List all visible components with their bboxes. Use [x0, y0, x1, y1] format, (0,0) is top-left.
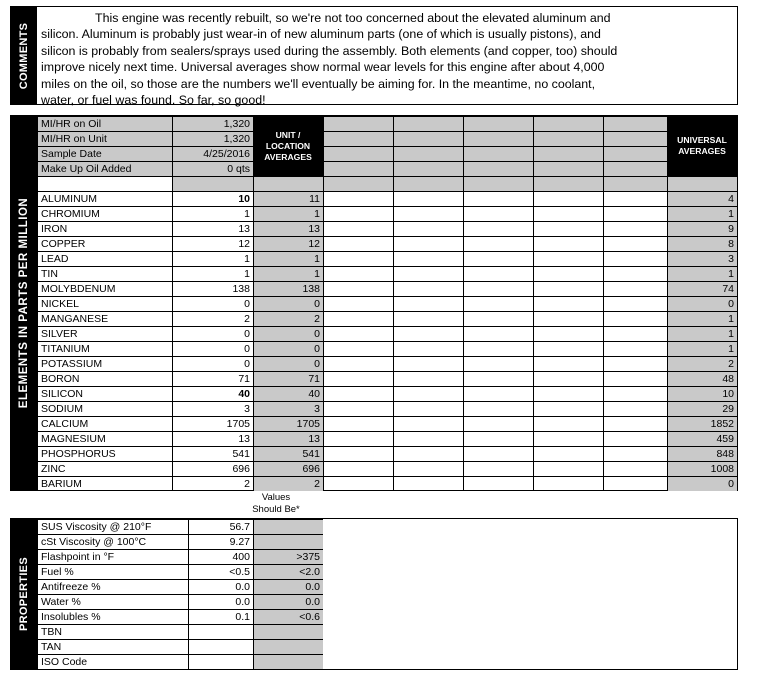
empty-cell: [393, 431, 463, 446]
element-unit-average: 12: [253, 236, 323, 251]
element-value: 0: [172, 341, 253, 356]
empty-cell: [323, 206, 393, 221]
empty-cell: [323, 476, 393, 491]
property-should-be: [253, 639, 323, 654]
element-universal-average: 1008: [667, 461, 737, 476]
empty-cell: [393, 191, 463, 206]
empty-cell: [603, 206, 667, 221]
empty-cell: [603, 131, 667, 146]
empty-cell: [393, 401, 463, 416]
comments-line: improve nicely next time. Universal averages show normal wear levels for this engine after about 4,000: [41, 60, 605, 75]
element-value: 71: [172, 371, 253, 386]
element-unit-average: 13: [253, 221, 323, 236]
property-should-be: [253, 519, 323, 534]
property-should-be: [253, 534, 323, 549]
empty-cell: [463, 416, 533, 431]
empty-cell: [603, 401, 667, 416]
empty-cell: [463, 116, 533, 131]
empty-cell: [533, 281, 603, 296]
empty-cell: [323, 266, 393, 281]
element-name: BORON: [37, 371, 172, 386]
property-name: TAN: [37, 639, 188, 654]
values-should-be-note: [240, 492, 312, 516]
empty-cell: [463, 191, 533, 206]
comments-line: miles on the oil, so those are the numbers we'll eventually be aiming for. In the meantime, no coolant,: [41, 76, 596, 91]
empty-cell: [533, 161, 603, 176]
header-row-value: 0 qts: [172, 161, 253, 176]
element-universal-average: 1852: [667, 416, 737, 431]
element-unit-average: 71: [253, 371, 323, 386]
empty-cell: [253, 176, 323, 191]
empty-cell: [323, 416, 393, 431]
comments-body: [41, 10, 741, 108]
element-universal-average: 0: [667, 296, 737, 311]
unit-location-averages-header: [253, 116, 323, 176]
empty-cell: [533, 176, 603, 191]
empty-cell: [463, 296, 533, 311]
element-universal-average: 1: [667, 206, 737, 221]
empty-cell: [603, 476, 667, 491]
empty-cell: [463, 446, 533, 461]
empty-cell: [533, 311, 603, 326]
empty-cell: [37, 176, 172, 191]
element-universal-average: 1: [667, 341, 737, 356]
element-value: 10: [172, 191, 253, 206]
empty-cell: [323, 176, 393, 191]
element-unit-average: 0: [253, 326, 323, 341]
properties-table: [10, 518, 738, 670]
header-row-value: 4/25/2016: [172, 146, 253, 161]
empty-cell: [463, 176, 533, 191]
element-name: POTASSIUM: [37, 356, 172, 371]
empty-cell: [533, 296, 603, 311]
empty-cell: [323, 296, 393, 311]
element-universal-average: 3: [667, 251, 737, 266]
properties-sidebar: [11, 519, 37, 669]
values-should-be-line: Should Be*: [252, 504, 300, 515]
empty-cell: [603, 116, 667, 131]
empty-cell: [393, 176, 463, 191]
elements-side-label: ELEMENTS IN PARTS PER MILLION: [18, 197, 30, 409]
element-value: 40: [172, 386, 253, 401]
unit-location-header-line: UNIT /: [275, 129, 301, 140]
empty-cell: [603, 221, 667, 236]
property-value: 0.0: [188, 579, 253, 594]
empty-cell: [533, 326, 603, 341]
element-universal-average: 29: [667, 401, 737, 416]
element-value: 3: [172, 401, 253, 416]
property-should-be: 0.0: [253, 579, 323, 594]
empty-cell: [533, 251, 603, 266]
comments-section: [10, 6, 738, 108]
comments-line: silicon. Aluminum is probably just wear-in of new aluminum parts (one of which is usually pistons), and: [41, 27, 601, 42]
element-unit-average: 1: [253, 206, 323, 221]
element-universal-average: 1: [667, 326, 737, 341]
element-universal-average: 0: [667, 476, 737, 491]
element-unit-average: 541: [253, 446, 323, 461]
empty-cell: [393, 446, 463, 461]
empty-cell: [323, 446, 393, 461]
empty-cell: [463, 161, 533, 176]
empty-cell: [533, 356, 603, 371]
element-value: 1: [172, 266, 253, 281]
universal-header-line: AVERAGES: [678, 146, 726, 156]
element-name: SILVER: [37, 326, 172, 341]
property-name: SUS Viscosity @ 210°F: [37, 519, 188, 534]
empty-cell: [393, 161, 463, 176]
empty-cell: [393, 386, 463, 401]
empty-cell: [393, 221, 463, 236]
empty-cell: [323, 251, 393, 266]
empty-cell: [393, 461, 463, 476]
empty-cell: [533, 371, 603, 386]
element-name: CALCIUM: [37, 416, 172, 431]
element-name: PHOSPHORUS: [37, 446, 172, 461]
property-name: TBN: [37, 624, 188, 639]
empty-cell: [463, 281, 533, 296]
universal-header-line: UNIVERSAL: [677, 135, 727, 145]
comments-sidebar: [11, 7, 37, 104]
property-name: Water %: [37, 594, 188, 609]
element-universal-average: 48: [667, 371, 737, 386]
property-should-be: [253, 654, 323, 669]
unit-location-header-line: LOCATION: [265, 140, 311, 151]
element-universal-average: 74: [667, 281, 737, 296]
empty-cell: [393, 281, 463, 296]
element-value: 12: [172, 236, 253, 251]
element-unit-average: 11: [253, 191, 323, 206]
empty-cell: [463, 341, 533, 356]
element-unit-average: 1: [253, 251, 323, 266]
empty-cell: [323, 431, 393, 446]
empty-cell: [463, 206, 533, 221]
element-name: SODIUM: [37, 401, 172, 416]
empty-cell: [533, 206, 603, 221]
property-should-be: <0.6: [253, 609, 323, 624]
empty-cell: [463, 476, 533, 491]
empty-cell: [393, 311, 463, 326]
property-value: 0.1: [188, 609, 253, 624]
empty-cell: [533, 401, 603, 416]
property-value: [188, 639, 253, 654]
header-row-value: 1,320: [172, 116, 253, 131]
empty-cell: [533, 446, 603, 461]
element-name: ZINC: [37, 461, 172, 476]
empty-cell: [393, 476, 463, 491]
element-value: 13: [172, 431, 253, 446]
elements-sidebar: [11, 116, 37, 490]
empty-cell: [463, 221, 533, 236]
empty-cell: [393, 356, 463, 371]
empty-cell: [172, 176, 253, 191]
property-name: Antifreeze %: [37, 579, 188, 594]
property-value: 9.27: [188, 534, 253, 549]
comments-side-label: COMMENTS: [18, 22, 30, 89]
empty-cell: [603, 146, 667, 161]
element-value: 2: [172, 311, 253, 326]
empty-cell: [323, 311, 393, 326]
header-row-label: MI/HR on Oil: [37, 116, 172, 131]
empty-cell: [393, 416, 463, 431]
element-unit-average: 13: [253, 431, 323, 446]
element-universal-average: 9: [667, 221, 737, 236]
element-unit-average: 0: [253, 296, 323, 311]
empty-cell: [603, 311, 667, 326]
element-value: 1: [172, 251, 253, 266]
empty-cell: [533, 131, 603, 146]
unit-location-header-line: AVERAGES: [264, 151, 312, 162]
empty-cell: [323, 191, 393, 206]
empty-cell: [323, 386, 393, 401]
empty-cell: [603, 191, 667, 206]
empty-cell: [533, 476, 603, 491]
property-value: 56.7: [188, 519, 253, 534]
empty-cell: [603, 416, 667, 431]
properties-side-label: PROPERTIES: [18, 557, 30, 631]
property-name: Insolubles %: [37, 609, 188, 624]
empty-cell: [603, 161, 667, 176]
empty-cell: [533, 461, 603, 476]
empty-cell: [393, 371, 463, 386]
element-universal-average: 459: [667, 431, 737, 446]
empty-cell: [463, 251, 533, 266]
empty-cell: [323, 461, 393, 476]
element-name: MAGNESIUM: [37, 431, 172, 446]
property-should-be: 0.0: [253, 594, 323, 609]
empty-cell: [463, 461, 533, 476]
empty-cell: [323, 221, 393, 236]
element-name: TIN: [37, 266, 172, 281]
element-universal-average: 8: [667, 236, 737, 251]
empty-cell: [393, 131, 463, 146]
empty-cell: [533, 116, 603, 131]
empty-cell: [323, 401, 393, 416]
header-row-value: 1,320: [172, 131, 253, 146]
empty-cell: [603, 431, 667, 446]
empty-cell: [463, 266, 533, 281]
element-unit-average: 3: [253, 401, 323, 416]
empty-cell: [533, 236, 603, 251]
element-universal-average: 1: [667, 266, 737, 281]
element-unit-average: 1705: [253, 416, 323, 431]
element-value: 2: [172, 476, 253, 491]
empty-cell: [463, 146, 533, 161]
element-name: BARIUM: [37, 476, 172, 491]
element-value: 0: [172, 326, 253, 341]
empty-cell: [533, 266, 603, 281]
property-should-be: <2.0: [253, 564, 323, 579]
element-name: IRON: [37, 221, 172, 236]
empty-cell: [323, 116, 393, 131]
element-universal-average: 1: [667, 311, 737, 326]
empty-cell: [323, 326, 393, 341]
empty-cell: [393, 146, 463, 161]
property-name: Flashpoint in °F: [37, 549, 188, 564]
property-name: cSt Viscosity @ 100°C: [37, 534, 188, 549]
property-value: 400: [188, 549, 253, 564]
empty-cell: [393, 236, 463, 251]
property-should-be: >375: [253, 549, 323, 564]
empty-cell: [533, 431, 603, 446]
empty-cell: [393, 296, 463, 311]
element-universal-average: 4: [667, 191, 737, 206]
empty-cell: [393, 251, 463, 266]
empty-cell: [323, 236, 393, 251]
element-unit-average: 40: [253, 386, 323, 401]
element-value: 0: [172, 356, 253, 371]
empty-cell: [463, 356, 533, 371]
empty-cell: [463, 326, 533, 341]
elements-table: [10, 115, 738, 491]
header-row-label: MI/HR on Unit: [37, 131, 172, 146]
empty-cell: [603, 446, 667, 461]
empty-cell: [323, 281, 393, 296]
empty-cell: [533, 191, 603, 206]
element-name: NICKEL: [37, 296, 172, 311]
element-name: MANGANESE: [37, 311, 172, 326]
property-value: 0.0: [188, 594, 253, 609]
empty-cell: [533, 386, 603, 401]
element-value: 541: [172, 446, 253, 461]
element-name: SILICON: [37, 386, 172, 401]
element-name: MOLYBDENUM: [37, 281, 172, 296]
empty-cell: [533, 146, 603, 161]
empty-cell: [393, 116, 463, 131]
empty-cell: [603, 266, 667, 281]
empty-cell: [323, 356, 393, 371]
element-unit-average: 138: [253, 281, 323, 296]
empty-cell: [323, 146, 393, 161]
element-value: 13: [172, 221, 253, 236]
empty-cell: [393, 326, 463, 341]
empty-cell: [603, 236, 667, 251]
empty-cell: [393, 341, 463, 356]
property-value: [188, 624, 253, 639]
empty-cell: [603, 281, 667, 296]
property-should-be: [253, 624, 323, 639]
header-row-label: Make Up Oil Added: [37, 161, 172, 176]
empty-cell: [463, 131, 533, 146]
values-should-be-line: Values: [261, 492, 291, 503]
element-universal-average: 2: [667, 356, 737, 371]
empty-cell: [323, 131, 393, 146]
empty-cell: [323, 161, 393, 176]
empty-cell: [323, 371, 393, 386]
element-unit-average: 696: [253, 461, 323, 476]
empty-cell: [533, 341, 603, 356]
header-row-label: Sample Date: [37, 146, 172, 161]
comments-line: water, or fuel was found. So far, so good!: [41, 93, 266, 108]
empty-cell: [603, 341, 667, 356]
empty-cell: [603, 386, 667, 401]
element-name: ALUMINUM: [37, 191, 172, 206]
element-value: 138: [172, 281, 253, 296]
empty-cell: [603, 296, 667, 311]
empty-cell: [463, 371, 533, 386]
empty-cell: [463, 236, 533, 251]
empty-cell: [533, 221, 603, 236]
property-value: <0.5: [188, 564, 253, 579]
empty-cell: [603, 251, 667, 266]
element-name: COPPER: [37, 236, 172, 251]
empty-cell: [603, 326, 667, 341]
element-unit-average: 0: [253, 356, 323, 371]
empty-cell: [603, 356, 667, 371]
element-value: 696: [172, 461, 253, 476]
element-unit-average: 1: [253, 266, 323, 281]
empty-cell: [603, 461, 667, 476]
element-universal-average: 10: [667, 386, 737, 401]
element-value: 1705: [172, 416, 253, 431]
property-name: Fuel %: [37, 564, 188, 579]
element-name: TITANIUM: [37, 341, 172, 356]
comments-line: silicon is probably from sealers/sprays used during the assembly. Both elements (and copper, too) should: [41, 43, 618, 58]
element-universal-average: 848: [667, 446, 737, 461]
element-name: CHROMIUM: [37, 206, 172, 221]
element-name: LEAD: [37, 251, 172, 266]
element-unit-average: 0: [253, 341, 323, 356]
empty-cell: [463, 311, 533, 326]
empty-cell: [667, 176, 737, 191]
comments-line: This engine was recently rebuilt, so we're not too concerned about the elevated aluminum and: [95, 11, 611, 25]
element-value: 1: [172, 206, 253, 221]
empty-cell: [463, 401, 533, 416]
property-value: [188, 654, 253, 669]
empty-cell: [463, 431, 533, 446]
element-unit-average: 2: [253, 476, 323, 491]
empty-cell: [463, 386, 533, 401]
empty-cell: [603, 371, 667, 386]
element-value: 0: [172, 296, 253, 311]
element-unit-average: 2: [253, 311, 323, 326]
empty-cell: [603, 176, 667, 191]
property-name: ISO Code: [37, 654, 188, 669]
empty-cell: [533, 416, 603, 431]
empty-cell: [393, 266, 463, 281]
universal-averages-header: [667, 116, 737, 176]
empty-cell: [393, 206, 463, 221]
empty-cell: [323, 341, 393, 356]
